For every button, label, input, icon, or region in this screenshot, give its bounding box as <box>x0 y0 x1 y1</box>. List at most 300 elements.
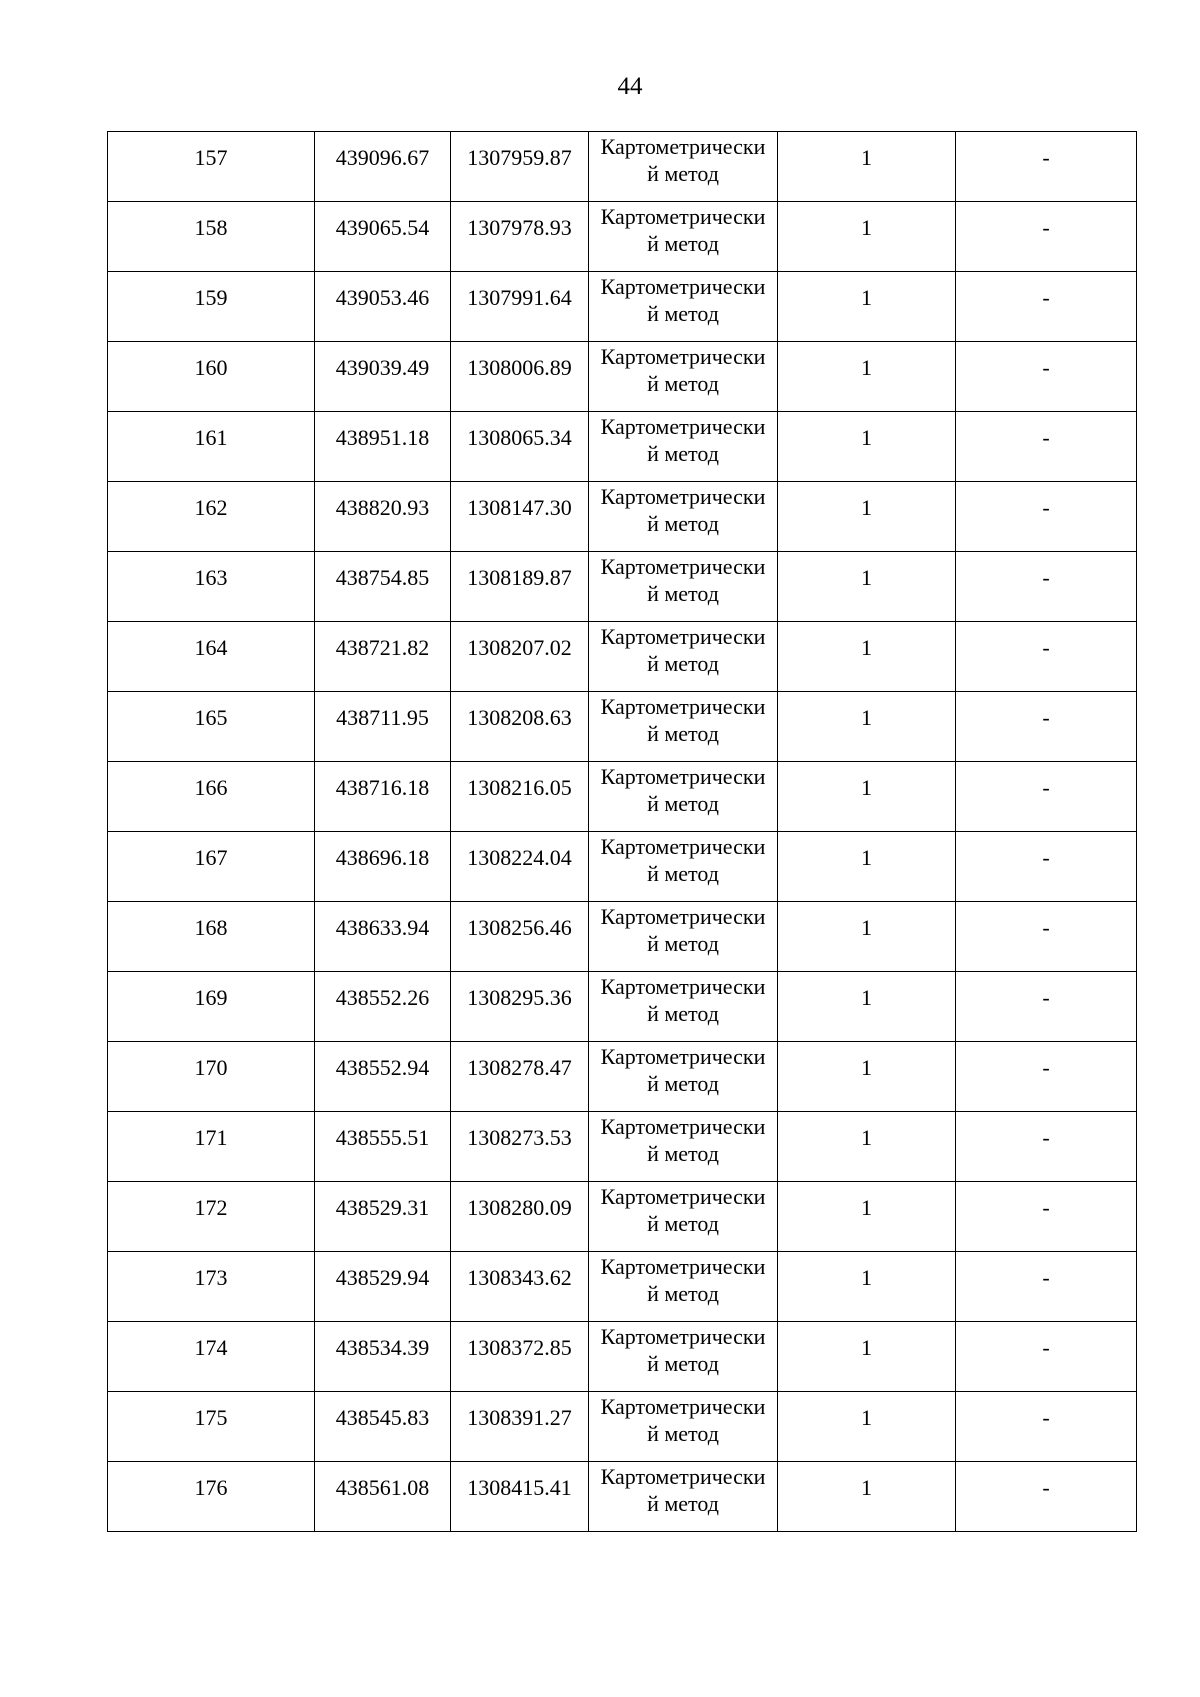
note-cell-text: - <box>1042 285 1050 310</box>
table-row <box>108 1392 1137 1462</box>
note-cell-text: - <box>1042 215 1050 240</box>
y-coordinate-cell <box>451 1182 589 1252</box>
note-cell <box>956 972 1137 1042</box>
point-number-cell-text: 175 <box>194 1405 228 1430</box>
x-coordinate-cell-text: 438561.08 <box>335 1475 430 1500</box>
y-coordinate-cell-text: 1308343.62 <box>467 1265 572 1290</box>
method-cell <box>589 1252 778 1322</box>
y-coordinate-cell <box>451 342 589 412</box>
accuracy-cell <box>778 272 956 342</box>
coordinates-table <box>107 131 1137 1532</box>
method-line-2: й метод <box>647 581 719 606</box>
point-number-cell <box>108 762 315 832</box>
accuracy-cell <box>778 1462 956 1532</box>
table-row <box>108 132 1137 202</box>
x-coordinate-cell <box>315 272 451 342</box>
x-coordinate-cell-text: 438951.18 <box>335 425 430 450</box>
method-line-1: Картометрически <box>600 974 766 999</box>
point-number-cell <box>108 552 315 622</box>
x-coordinate-cell-text: 438552.26 <box>335 985 430 1010</box>
table-row <box>108 552 1137 622</box>
method-line-2: й метод <box>647 651 719 676</box>
x-coordinate-cell <box>315 832 451 902</box>
accuracy-cell-text: 1 <box>861 1265 872 1290</box>
note-cell <box>956 552 1137 622</box>
x-coordinate-cell <box>315 1042 451 1112</box>
note-cell-text: - <box>1042 915 1050 940</box>
y-coordinate-cell-text: 1308065.34 <box>467 425 572 450</box>
note-cell-text: - <box>1042 1265 1050 1290</box>
method-cell <box>589 132 778 202</box>
y-coordinate-cell-text: 1307978.93 <box>467 215 572 240</box>
y-coordinate-cell <box>451 762 589 832</box>
accuracy-cell <box>778 1042 956 1112</box>
note-cell <box>956 202 1137 272</box>
method-line-2: й метод <box>647 1421 719 1446</box>
point-number-cell-text: 170 <box>194 1055 228 1080</box>
method-line-1: Картометрически <box>600 904 766 929</box>
method-line-1: Картометрически <box>600 694 766 719</box>
method-cell <box>589 202 778 272</box>
note-cell-text: - <box>1042 145 1050 170</box>
accuracy-cell-text: 1 <box>861 495 872 520</box>
method-text <box>589 1112 777 1167</box>
table-row <box>108 342 1137 412</box>
accuracy-cell <box>778 832 956 902</box>
accuracy-cell <box>778 1392 956 1462</box>
x-coordinate-cell <box>315 1182 451 1252</box>
method-line-2: й метод <box>647 861 719 886</box>
x-coordinate-cell <box>315 622 451 692</box>
point-number-cell-text: 166 <box>194 775 228 800</box>
accuracy-cell <box>778 902 956 972</box>
point-number-cell <box>108 1042 315 1112</box>
method-line-2: й метод <box>647 511 719 536</box>
note-cell-text: - <box>1042 495 1050 520</box>
y-coordinate-cell <box>451 1042 589 1112</box>
accuracy-cell <box>778 762 956 832</box>
x-coordinate-cell <box>315 1252 451 1322</box>
method-line-1: Картометрически <box>600 764 766 789</box>
note-cell <box>956 902 1137 972</box>
point-number-cell-text: 162 <box>194 495 228 520</box>
x-coordinate-cell <box>315 902 451 972</box>
method-line-1: Картометрически <box>600 204 766 229</box>
method-text <box>589 132 777 187</box>
table-row <box>108 1112 1137 1182</box>
note-cell <box>956 1182 1137 1252</box>
x-coordinate-cell-text: 438696.18 <box>335 845 430 870</box>
point-number-cell <box>108 902 315 972</box>
y-coordinate-cell-text: 1308006.89 <box>467 355 572 380</box>
accuracy-cell-text: 1 <box>861 425 872 450</box>
y-coordinate-cell <box>451 692 589 762</box>
table-row <box>108 1252 1137 1322</box>
accuracy-cell <box>778 1182 956 1252</box>
method-text <box>589 762 777 817</box>
table-row <box>108 1462 1137 1532</box>
method-line-1: Картометрически <box>600 274 766 299</box>
method-line-2: й метод <box>647 371 719 396</box>
accuracy-cell <box>778 692 956 762</box>
y-coordinate-cell-text: 1307991.64 <box>467 285 572 310</box>
x-coordinate-cell-text: 438534.39 <box>335 1335 430 1360</box>
y-coordinate-cell-text: 1307959.87 <box>467 145 572 170</box>
x-coordinate-cell-text: 438529.94 <box>335 1265 430 1290</box>
accuracy-cell <box>778 972 956 1042</box>
note-cell <box>956 1462 1137 1532</box>
x-coordinate-cell-text: 438555.51 <box>335 1125 430 1150</box>
y-coordinate-cell-text: 1308147.30 <box>467 495 572 520</box>
accuracy-cell-text: 1 <box>861 845 872 870</box>
x-coordinate-cell <box>315 342 451 412</box>
method-text <box>589 552 777 607</box>
y-coordinate-cell <box>451 412 589 482</box>
accuracy-cell <box>778 202 956 272</box>
point-number-cell <box>108 272 315 342</box>
y-coordinate-cell-text: 1308207.02 <box>467 635 572 660</box>
method-line-2: й метод <box>647 931 719 956</box>
accuracy-cell <box>778 552 956 622</box>
x-coordinate-cell <box>315 972 451 1042</box>
method-text <box>589 272 777 327</box>
method-line-1: Картометрически <box>600 554 766 579</box>
method-text <box>589 412 777 467</box>
note-cell-text: - <box>1042 705 1050 730</box>
method-line-2: й метод <box>647 791 719 816</box>
point-number-cell <box>108 832 315 902</box>
method-line-1: Картометрически <box>600 1044 766 1069</box>
method-line-2: й метод <box>647 1211 719 1236</box>
method-cell <box>589 1462 778 1532</box>
y-coordinate-cell <box>451 1462 589 1532</box>
note-cell <box>956 1042 1137 1112</box>
method-text <box>589 1392 777 1447</box>
method-text <box>589 1462 777 1517</box>
accuracy-cell-text: 1 <box>861 1055 872 1080</box>
accuracy-cell-text: 1 <box>861 1195 872 1220</box>
point-number-cell-text: 164 <box>194 635 228 660</box>
method-text <box>589 692 777 747</box>
point-number-cell <box>108 692 315 762</box>
note-cell <box>956 412 1137 482</box>
method-cell <box>589 902 778 972</box>
y-coordinate-cell <box>451 1252 589 1322</box>
accuracy-cell <box>778 132 956 202</box>
method-cell <box>589 692 778 762</box>
y-coordinate-cell <box>451 482 589 552</box>
y-coordinate-cell <box>451 1112 589 1182</box>
x-coordinate-cell <box>315 132 451 202</box>
x-coordinate-cell <box>315 202 451 272</box>
x-coordinate-cell-text: 438711.95 <box>336 705 429 730</box>
point-number-cell <box>108 132 315 202</box>
point-number-cell-text: 160 <box>194 355 228 380</box>
method-line-1: Картометрически <box>600 834 766 859</box>
accuracy-cell <box>778 342 956 412</box>
x-coordinate-cell-text: 438754.85 <box>335 565 430 590</box>
note-cell-text: - <box>1042 565 1050 590</box>
table-row <box>108 622 1137 692</box>
method-line-2: й метод <box>647 1281 719 1306</box>
point-number-cell <box>108 1392 315 1462</box>
y-coordinate-cell-text: 1308278.47 <box>467 1055 572 1080</box>
accuracy-cell-text: 1 <box>861 145 872 170</box>
x-coordinate-cell-text: 439053.46 <box>335 285 430 310</box>
accuracy-cell-text: 1 <box>861 775 872 800</box>
point-number-cell-text: 159 <box>194 285 228 310</box>
method-line-1: Картометрически <box>600 1114 766 1139</box>
method-cell <box>589 622 778 692</box>
accuracy-cell <box>778 1112 956 1182</box>
method-line-2: й метод <box>647 1141 719 1166</box>
note-cell <box>956 272 1137 342</box>
method-line-2: й метод <box>647 301 719 326</box>
point-number-cell-text: 168 <box>194 915 228 940</box>
method-cell <box>589 1042 778 1112</box>
note-cell <box>956 832 1137 902</box>
note-cell <box>956 1252 1137 1322</box>
note-cell-text: - <box>1042 1475 1050 1500</box>
note-cell-text: - <box>1042 775 1050 800</box>
x-coordinate-cell <box>315 692 451 762</box>
y-coordinate-cell-text: 1308208.63 <box>467 705 572 730</box>
coordinates-table-body <box>108 132 1137 1532</box>
x-coordinate-cell-text: 438529.31 <box>335 1195 430 1220</box>
point-number-cell <box>108 1322 315 1392</box>
method-text <box>589 1182 777 1237</box>
accuracy-cell <box>778 622 956 692</box>
page-number: 44 <box>617 73 643 100</box>
method-line-2: й метод <box>647 1491 719 1516</box>
accuracy-cell-text: 1 <box>861 985 872 1010</box>
point-number-cell-text: 165 <box>194 705 228 730</box>
note-cell <box>956 762 1137 832</box>
y-coordinate-cell-text: 1308224.04 <box>467 845 572 870</box>
table-row <box>108 692 1137 762</box>
y-coordinate-cell <box>451 132 589 202</box>
x-coordinate-cell <box>315 482 451 552</box>
accuracy-cell-text: 1 <box>861 355 872 380</box>
method-line-2: й метод <box>647 231 719 256</box>
method-line-2: й метод <box>647 441 719 466</box>
note-cell <box>956 692 1137 762</box>
point-number-cell <box>108 482 315 552</box>
y-coordinate-cell-text: 1308280.09 <box>467 1195 572 1220</box>
method-line-2: й метод <box>647 1001 719 1026</box>
point-number-cell-text: 172 <box>194 1195 228 1220</box>
method-line-1: Картометрически <box>600 1184 766 1209</box>
y-coordinate-cell <box>451 272 589 342</box>
accuracy-cell-text: 1 <box>861 285 872 310</box>
point-number-cell <box>108 202 315 272</box>
y-coordinate-cell <box>451 552 589 622</box>
y-coordinate-cell-text: 1308273.53 <box>467 1125 572 1150</box>
x-coordinate-cell-text: 438552.94 <box>335 1055 430 1080</box>
method-line-1: Картометрически <box>600 344 766 369</box>
method-line-1: Картометрически <box>600 414 766 439</box>
method-cell <box>589 1182 778 1252</box>
accuracy-cell-text: 1 <box>861 915 872 940</box>
method-text <box>589 342 777 397</box>
table-row <box>108 762 1137 832</box>
y-coordinate-cell <box>451 832 589 902</box>
note-cell-text: - <box>1042 355 1050 380</box>
table-row <box>108 1322 1137 1392</box>
x-coordinate-cell <box>315 762 451 832</box>
note-cell-text: - <box>1042 985 1050 1010</box>
note-cell <box>956 622 1137 692</box>
note-cell <box>956 482 1137 552</box>
point-number-cell <box>108 622 315 692</box>
y-coordinate-cell <box>451 1322 589 1392</box>
method-cell <box>589 1322 778 1392</box>
note-cell-text: - <box>1042 635 1050 660</box>
method-text <box>589 972 777 1027</box>
point-number-cell-text: 167 <box>194 845 228 870</box>
accuracy-cell-text: 1 <box>861 1405 872 1430</box>
note-cell-text: - <box>1042 425 1050 450</box>
method-line-1: Картометрически <box>600 1394 766 1419</box>
method-cell <box>589 762 778 832</box>
method-cell <box>589 1392 778 1462</box>
x-coordinate-cell <box>315 412 451 482</box>
method-line-1: Картометрически <box>600 624 766 649</box>
point-number-cell-text: 171 <box>194 1125 228 1150</box>
method-line-1: Картометрически <box>600 1324 766 1349</box>
y-coordinate-cell-text: 1308415.41 <box>467 1475 572 1500</box>
method-cell <box>589 412 778 482</box>
point-number-cell <box>108 1462 315 1532</box>
method-line-2: й метод <box>647 721 719 746</box>
table-row <box>108 272 1137 342</box>
point-number-cell-text: 161 <box>194 425 228 450</box>
point-number-cell-text: 173 <box>194 1265 228 1290</box>
y-coordinate-cell-text: 1308372.85 <box>467 1335 572 1360</box>
method-text <box>589 1322 777 1377</box>
method-line-1: Картометрически <box>600 134 766 159</box>
point-number-cell-text: 176 <box>194 1475 228 1500</box>
accuracy-cell <box>778 412 956 482</box>
method-cell <box>589 482 778 552</box>
table-row <box>108 972 1137 1042</box>
note-cell <box>956 132 1137 202</box>
point-number-cell <box>108 972 315 1042</box>
accuracy-cell-text: 1 <box>861 1125 872 1150</box>
point-number-cell-text: 163 <box>194 565 228 590</box>
note-cell-text: - <box>1042 845 1050 870</box>
y-coordinate-cell <box>451 1392 589 1462</box>
method-text <box>589 832 777 887</box>
point-number-cell <box>108 1252 315 1322</box>
accuracy-cell-text: 1 <box>861 1475 872 1500</box>
note-cell-text: - <box>1042 1405 1050 1430</box>
point-number-cell <box>108 1112 315 1182</box>
x-coordinate-cell-text: 439039.49 <box>335 355 430 380</box>
table-row <box>108 1042 1137 1112</box>
method-cell <box>589 972 778 1042</box>
point-number-cell <box>108 342 315 412</box>
method-cell <box>589 832 778 902</box>
note-cell-text: - <box>1042 1335 1050 1360</box>
table-row <box>108 412 1137 482</box>
accuracy-cell-text: 1 <box>861 1335 872 1360</box>
point-number-cell <box>108 1182 315 1252</box>
y-coordinate-cell-text: 1308189.87 <box>467 565 572 590</box>
method-cell <box>589 552 778 622</box>
accuracy-cell-text: 1 <box>861 705 872 730</box>
table-row <box>108 482 1137 552</box>
method-text <box>589 622 777 677</box>
method-text <box>589 482 777 537</box>
point-number-cell-text: 169 <box>194 985 228 1010</box>
x-coordinate-cell-text: 438545.83 <box>335 1405 430 1430</box>
x-coordinate-cell <box>315 552 451 622</box>
method-text <box>589 1252 777 1307</box>
point-number-cell-text: 158 <box>194 215 228 240</box>
x-coordinate-cell <box>315 1322 451 1392</box>
method-cell <box>589 342 778 412</box>
note-cell <box>956 1392 1137 1462</box>
method-line-2: й метод <box>647 161 719 186</box>
method-text <box>589 902 777 957</box>
x-coordinate-cell-text: 438633.94 <box>335 915 430 940</box>
y-coordinate-cell-text: 1308256.46 <box>467 915 572 940</box>
note-cell <box>956 1112 1137 1182</box>
note-cell <box>956 342 1137 412</box>
method-text <box>589 1042 777 1097</box>
accuracy-cell-text: 1 <box>861 635 872 660</box>
method-line-1: Картометрически <box>600 1464 766 1489</box>
point-number-cell <box>108 412 315 482</box>
accuracy-cell <box>778 1322 956 1392</box>
y-coordinate-cell <box>451 902 589 972</box>
table-row <box>108 1182 1137 1252</box>
note-cell-text: - <box>1042 1055 1050 1080</box>
note-cell-text: - <box>1042 1125 1050 1150</box>
method-cell <box>589 1112 778 1182</box>
method-line-1: Картометрически <box>600 484 766 509</box>
x-coordinate-cell-text: 439065.54 <box>335 215 430 240</box>
accuracy-cell <box>778 482 956 552</box>
note-cell-text: - <box>1042 1195 1050 1220</box>
y-coordinate-cell <box>451 972 589 1042</box>
accuracy-cell-text: 1 <box>861 215 872 240</box>
table-row <box>108 202 1137 272</box>
x-coordinate-cell <box>315 1112 451 1182</box>
y-coordinate-cell-text: 1308391.27 <box>467 1405 572 1430</box>
x-coordinate-cell <box>315 1462 451 1532</box>
table-row <box>108 902 1137 972</box>
x-coordinate-cell-text: 438716.18 <box>335 775 430 800</box>
x-coordinate-cell-text: 438820.93 <box>335 495 430 520</box>
method-text <box>589 202 777 257</box>
method-line-2: й метод <box>647 1351 719 1376</box>
method-cell <box>589 272 778 342</box>
method-line-1: Картометрически <box>600 1254 766 1279</box>
y-coordinate-cell <box>451 202 589 272</box>
note-cell <box>956 1322 1137 1392</box>
point-number-cell-text: 157 <box>194 145 228 170</box>
x-coordinate-cell-text: 438721.82 <box>335 635 430 660</box>
x-coordinate-cell <box>315 1392 451 1462</box>
method-line-2: й метод <box>647 1071 719 1096</box>
y-coordinate-cell <box>451 622 589 692</box>
x-coordinate-cell-text: 439096.67 <box>335 145 430 170</box>
table-row <box>108 832 1137 902</box>
point-number-cell-text: 174 <box>194 1335 228 1360</box>
y-coordinate-cell-text: 1308295.36 <box>467 985 572 1010</box>
